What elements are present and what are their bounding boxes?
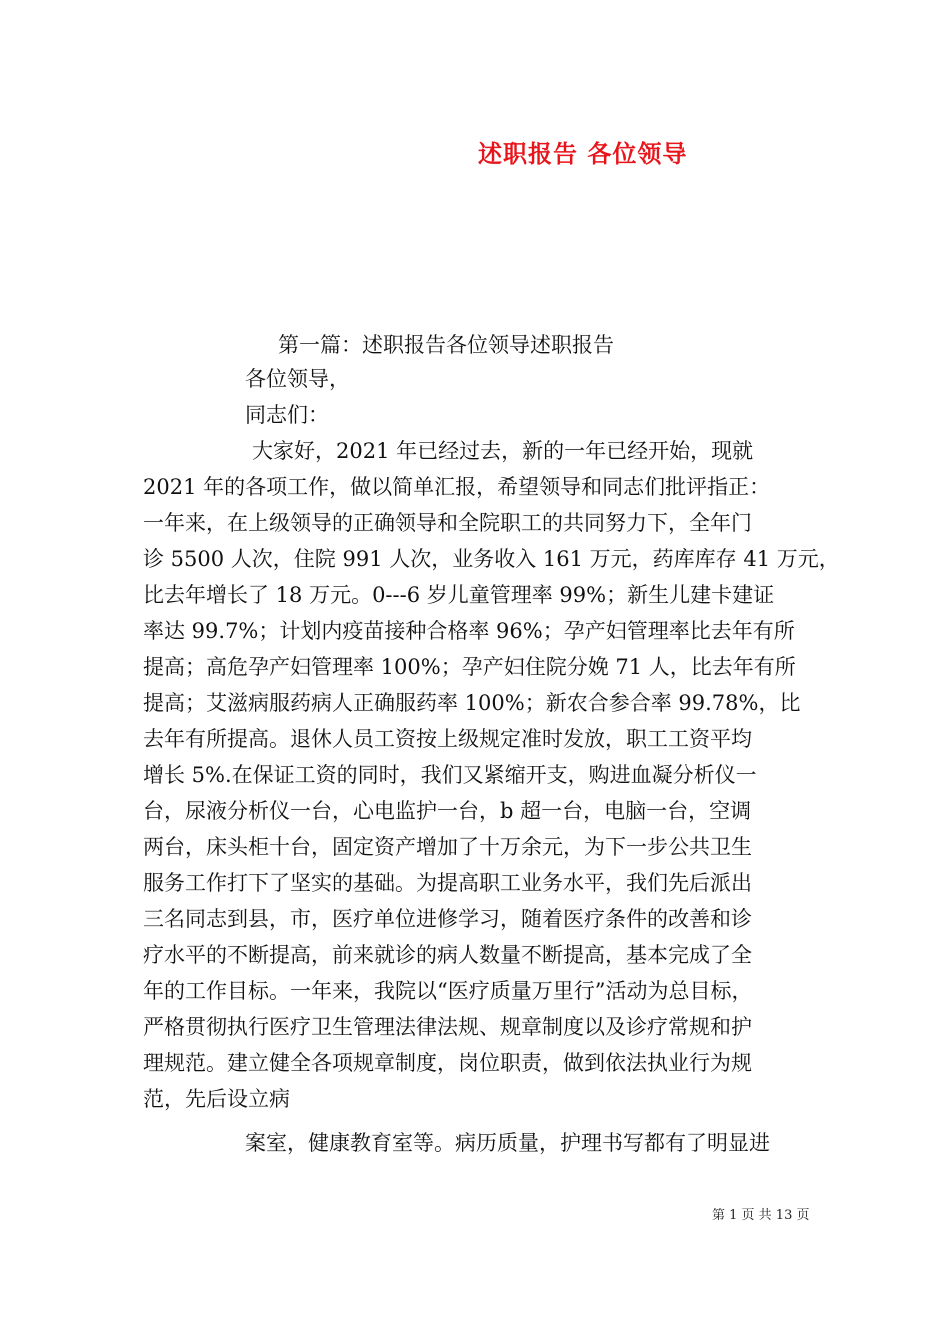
body-line: 诊 5500 人次，住院 991 人次，业务收入 161 万元，药库库存 41 万元， xyxy=(143,547,840,571)
body-line: 提高；高危孕产妇管理率 100%；孕产妇住院分娩 71 人，比去年有所 xyxy=(143,655,796,679)
page-title: 述职报告 各位领导 xyxy=(478,139,688,168)
body-line: 三名同志到县，市，医疗单位进修学习，随着医疗条件的改善和诊 xyxy=(143,907,752,931)
body-line: 率达 99.7%；计划内疫苗接种合格率 96%；孕产妇管理率比去年有所 xyxy=(143,619,795,643)
body-line: 范，先后设立病 xyxy=(143,1087,290,1111)
salutation-leaders: 各位领导， xyxy=(245,367,350,391)
body-line: 一年来，在上级领导的正确领导和全院职工的共同努力下，全年门 xyxy=(143,511,752,535)
salutation-comrades: 同志们： xyxy=(245,403,329,427)
page-number-footer: 第 1 页 共 13 页 xyxy=(712,1208,810,1223)
continuation-line: 案室，健康教育室等。病历质量，护理书写都有了明显进 xyxy=(245,1131,770,1155)
body-line: 2021 年的各项工作，做以简单汇报，希望领导和同志们批评指正： xyxy=(143,475,771,499)
body-line: 年的工作目标。一年来，我院以“医疗质量万里行”活动为总目标， xyxy=(143,979,753,1003)
body-line: 增长 5%.在保证工资的同时，我们又紧缩开支，购进血凝分析仪一 xyxy=(143,763,757,787)
body-line: 大家好，2021 年已经过去，新的一年已经开始，现就 xyxy=(252,439,754,463)
body-line: 严格贯彻执行医疗卫生管理法律法规、规章制度以及诊疗常规和护 xyxy=(143,1015,752,1039)
section-heading: 第一篇：述职报告各位领导述职报告 xyxy=(278,333,614,357)
body-line: 两台，床头柜十台，固定资产增加了十万余元，为下一步公共卫生 xyxy=(143,835,752,859)
body-line: 理规范。建立健全各项规章制度，岗位职责，做到依法执业行为规 xyxy=(143,1051,752,1075)
body-line: 比去年增长了 18 万元。0---6 岁儿童管理率 99%；新生儿建卡建证 xyxy=(143,583,775,607)
body-line: 去年有所提高。退休人员工资按上级规定准时发放，职工工资平均 xyxy=(143,727,752,751)
body-line: 疗水平的不断提高，前来就诊的病人数量不断提高，基本完成了全 xyxy=(143,943,752,967)
body-line: 提高；艾滋病服药病人正确服药率 100%；新农合参合率 99.78%，比 xyxy=(143,691,801,715)
body-line: 台，尿液分析仪一台，心电监护一台，b 超一台，电脑一台，空调 xyxy=(143,799,752,823)
body-line: 服务工作打下了坚实的基础。为提高职工业务水平，我们先后派出 xyxy=(143,871,752,895)
